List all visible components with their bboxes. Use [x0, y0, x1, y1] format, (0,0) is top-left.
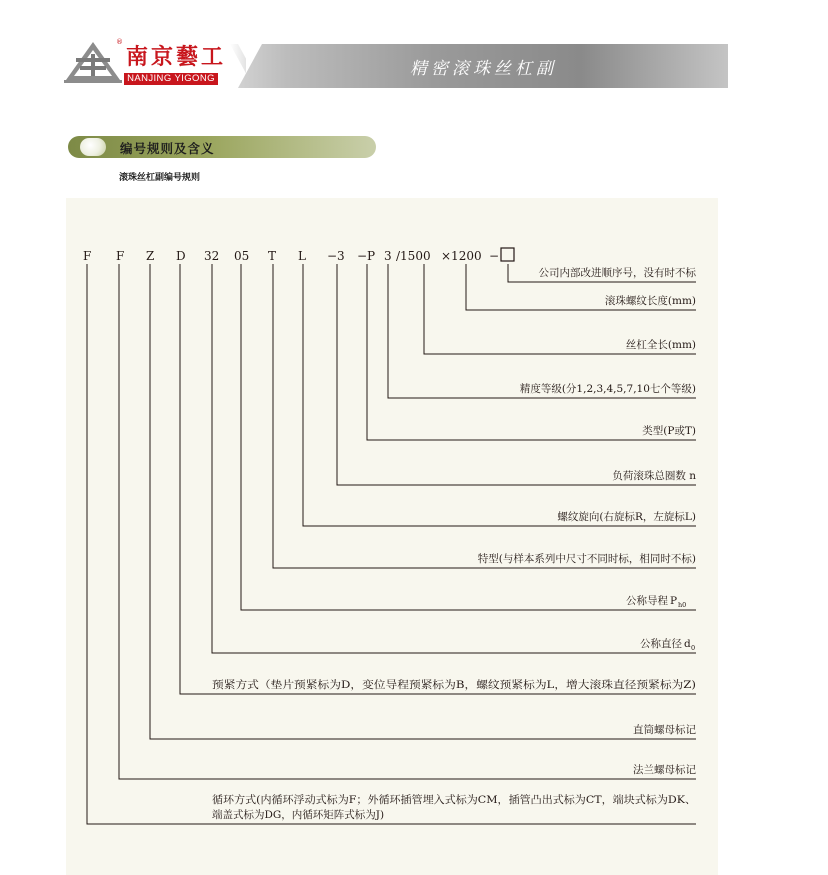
code-segment-straight-nut: Z — [146, 249, 155, 263]
registered-mark: ® — [116, 38, 123, 46]
revision-placeholder-box — [501, 248, 514, 261]
code-segment-loop-type: F — [83, 249, 92, 263]
desc-circuits: 负荷滚珠总圈数 n — [612, 470, 696, 482]
code-segment-special: T — [268, 249, 277, 263]
company-name-en: NANJING YIGONG — [124, 73, 218, 85]
desc-total-length: 丝杠全长(mm) — [625, 339, 696, 351]
desc-accuracy: 精度等级(分1,2,3,4,5,7,10七个等级) — [519, 383, 696, 395]
code-segment-revision-dash: − — [489, 249, 500, 263]
product-title: 精密滚珠丝杠副 — [410, 59, 557, 79]
desc-diameter: 公称直径 — [640, 638, 682, 650]
desc-lead-group — [626, 594, 686, 609]
desc-special: 特型(与样本系列中尺寸不同时标，相同时不标) — [477, 553, 696, 565]
code-segment-preload: D — [176, 249, 186, 263]
code-segment-total-length: /1500 — [396, 249, 431, 263]
desc-type: 类型(P或T) — [642, 425, 696, 437]
code-segment-flange: F — [116, 249, 125, 263]
code-segment-circuits: −3 — [327, 249, 345, 263]
lead-symbol: P — [670, 595, 678, 607]
section-subtitle: 滚珠丝杠副编号规则 — [119, 173, 201, 183]
code-segment-hand: L — [298, 249, 306, 263]
code-segment-lead: 05 — [234, 249, 250, 263]
desc-revision: 公司内部改进顺序号，没有时不标 — [538, 267, 696, 279]
company-name-cn: 南京藝工 — [126, 44, 227, 70]
code-segment-diameter: 32 — [204, 249, 220, 263]
lead-subscript: h0 — [678, 601, 687, 609]
section-title: 编号规则及含义 — [120, 141, 215, 156]
desc-straight-nut: 直筒螺母标记 — [633, 724, 696, 736]
desc-lead: 公称导程 — [626, 595, 668, 607]
desc-loop-line2: 端盖式标为DG，内循环矩阵式标为J) — [212, 809, 385, 821]
leader-lines — [87, 264, 696, 824]
diameter-symbol: d — [684, 638, 691, 650]
desc-hand: 螺纹旋向(右旋标R，左旋标L) — [557, 511, 696, 523]
desc-flange-nut: 法兰螺母标记 — [633, 764, 696, 776]
desc-thread-length: 滚珠螺纹长度(mm) — [604, 295, 696, 307]
desc-preload: 预紧方式（垫片预紧标为D，变位导程预紧标为B，螺纹预紧标为L，增大滚珠直径预紧标为Z) — [212, 679, 646, 691]
diameter-subscript: 0 — [691, 644, 696, 652]
desc-loop-line1: 循环方式(内循环浮动式标为F；外循环插管埋入式标为CM，插管凸出式标为CT，端块式标为DK、 — [212, 794, 673, 806]
desc-diameter-group — [640, 637, 695, 652]
code-segment-type: −P — [357, 249, 376, 263]
code-segment-accuracy: 3 — [384, 249, 392, 263]
code-segment-thread-length: ×1200 — [441, 249, 482, 263]
